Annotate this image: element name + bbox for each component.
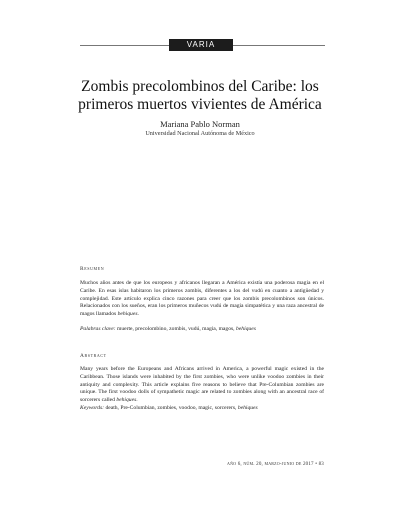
section-tag: VARIA bbox=[169, 39, 233, 51]
resumen-text: Muchos años antes de que los europeos y africanos llegaran a América existía una poderosa magia en el Caribe. En esas islas habitaron los primeros zombis, diferentes a los del vudú en cuanto a antigüedad y complejidad. Este artículo explica cinco razones para creer que los zombis precolombinos son únicos. Relacionados con los sueños, eran los primeros muñecos vudú de magia simpatética y una raza ancestral de magos llamados bbox=[80, 280, 324, 318]
abstract-term: behiques bbox=[116, 397, 137, 404]
resumen-heading: Resumen bbox=[80, 266, 105, 272]
page-footer: año 6, núm. 20, marzo-junio de 2017 • 83 bbox=[227, 462, 324, 467]
resumen-body: Muchos años antes de que los europeos y africanos llegaran a América existía una poderosa magia en el Caribe. En esas islas habitaron los primeros zombis, diferentes a los del vudú en cuanto a antigüedad y complejidad. Este artículo explica cinco razones para creer que los zombis precolombinos son únicos. Relacionados con los sueños, eran los primeros muñecos vudú de magia simpatética y una raza ancestral de magos llamados behiques. bbox=[80, 280, 324, 318]
resumen-term: behiques bbox=[117, 311, 138, 318]
resumen-keywords bbox=[80, 326, 324, 334]
abstract-heading: Abstract bbox=[80, 353, 107, 359]
abstract-keywords-last: behiques bbox=[237, 405, 258, 411]
abstract-keywords-list: death, Pre-Columbian, zombies, voodoo, magic, sorcerers, bbox=[105, 405, 237, 411]
article-title bbox=[50, 78, 350, 114]
author-name: Mariana Pablo Norman bbox=[160, 119, 240, 129]
title-line-1: Zombis precolombinos del Caribe: los bbox=[81, 78, 319, 95]
resumen-keywords-list: muerte, precolombino, zombis, vudú, magia, magos, bbox=[116, 326, 235, 332]
author-affiliation: Universidad Nacional Autónoma de México bbox=[145, 130, 255, 137]
abstract-body: Many years before the Europeans and Africans arrived in America, a powerful magic existed in the Caribbean. Those islands were inhabited by the first zombies, who were unlike voodoo zombies in their antiquity and complexity. This article explains five reasons to believe that Pre-Columbian zombies are unique. The first voodoo dolls of sympathetic magic are related to zombies along with an ancestral race of sorcerers called behiques. bbox=[80, 366, 324, 404]
resumen-keywords-label: Palabras clave: bbox=[80, 326, 116, 332]
abstract-keywords-label: Keywords: bbox=[80, 405, 105, 411]
abstract-text: Many years before the Europeans and Africans arrived in America, a powerful magic existed in the Caribbean. Those islands were inhabited by the first zombies, who were unlike voodoo zombies in their antiquity and complexity. This article explains five reasons to believe that Pre-Columbian zombies are unique. The first voodoo dolls of sympathetic magic are related to zombies along with an ancestral race of sorcerers called bbox=[80, 366, 324, 404]
abstract-keywords bbox=[80, 405, 324, 413]
title-line-2: primeros muertos vivientes de América bbox=[78, 96, 322, 113]
resumen-keywords-last: behiques bbox=[236, 326, 256, 332]
